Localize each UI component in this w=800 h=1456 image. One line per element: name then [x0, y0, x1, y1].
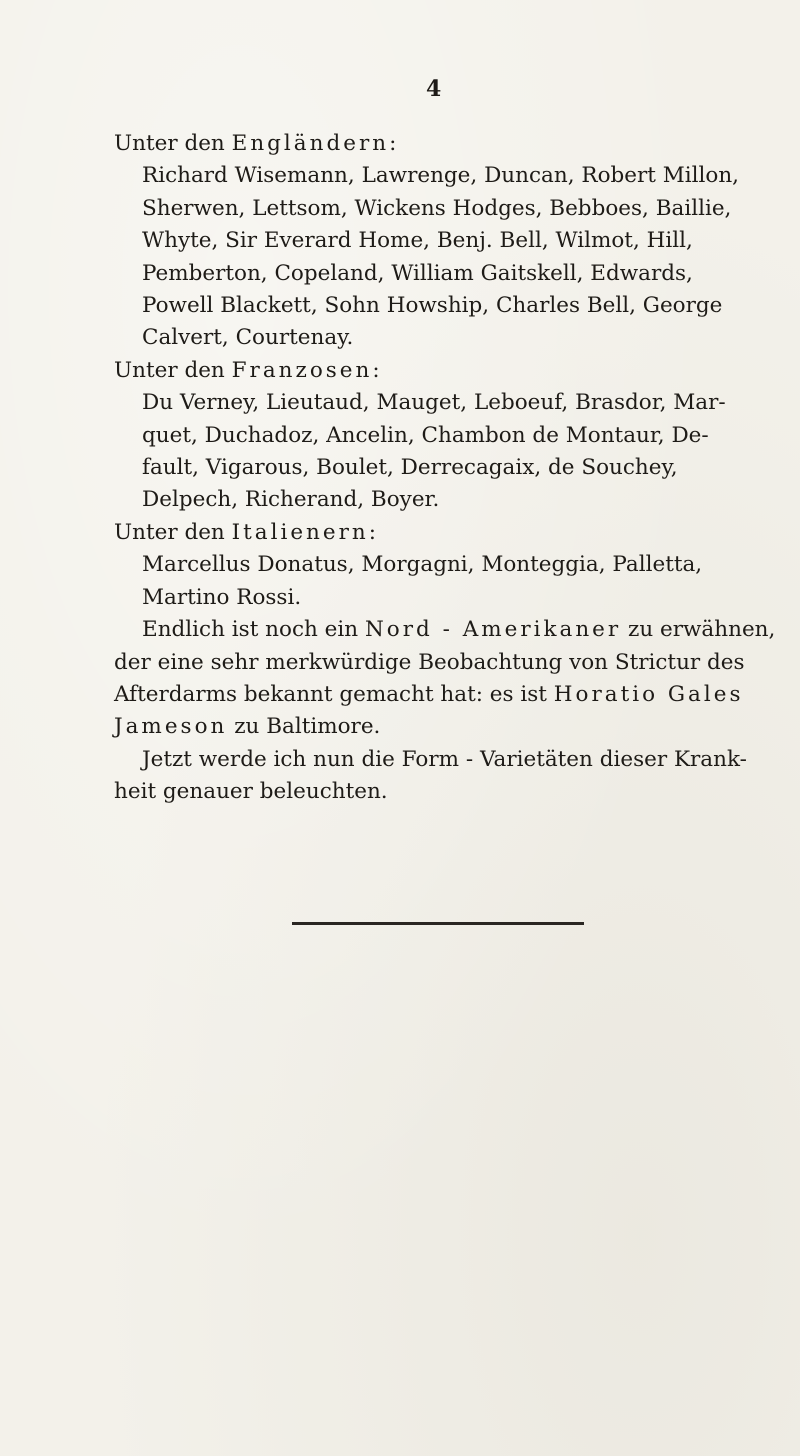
paragraph-line: heit genauer beleuchten.: [114, 779, 388, 805]
author-list-line: Sherwen, Lettsom, Wickens Hodges, Bebboes, Baillie,: [142, 195, 732, 221]
page-text: [114, 128, 794, 809]
section-heading-english: Unter den Engländern:: [114, 131, 397, 156]
paragraph-line: Endlich ist noch ein Nord - Amerikaner zu erwähnen,: [142, 617, 776, 643]
author-list-line: Du Verney, Lieutaud, Mauget, Leboeuf, Brasdor, Mar-: [142, 390, 726, 416]
paragraph-line: Jetzt werde ich nun die Form - Varietäten dieser Krank-: [142, 746, 747, 772]
section-heading-french: Unter den Franzosen:: [114, 357, 380, 383]
author-list-line: quet, Duchadoz, Ancelin, Chambon de Montaur, De-: [142, 422, 709, 448]
paragraph-line: Afterdarms bekannt gemacht hat: es ist Horatio Gales: [114, 681, 744, 707]
paragraph-line: Jameson zu Baltimore.: [114, 714, 381, 740]
author-list-line: Whyte, Sir Everard Home, Benj. Bell, Wilmot, Hill,: [142, 228, 693, 254]
section-heading-italian: Unter den Italienern:: [114, 519, 376, 545]
horizontal-rule: [292, 922, 584, 925]
author-list-line: Richard Wisemann, Lawrenge, Duncan, Robert Millon,: [142, 163, 740, 189]
author-list-line: Marcellus Donatus, Morgagni, Monteggia, Palletta,: [142, 552, 703, 578]
author-list-line: Calvert, Courtenay.: [142, 325, 354, 351]
page-number: 4: [426, 76, 442, 102]
author-list-line: Powell Blackett, Sohn Howship, Charles Bell, George: [142, 293, 723, 319]
author-list-line: Pemberton, Copeland, William Gaitskell, Edwards,: [142, 260, 693, 286]
author-list-line: fault, Vigarous, Boulet, Derrecagaix, de Souchey,: [142, 455, 678, 481]
author-list-line: Martino Rossi.: [142, 584, 302, 610]
paragraph-line: der eine sehr merkwürdige Beobachtung von Strictur des: [114, 649, 745, 675]
author-list-line: Delpech, Richerand, Boyer.: [142, 487, 440, 513]
